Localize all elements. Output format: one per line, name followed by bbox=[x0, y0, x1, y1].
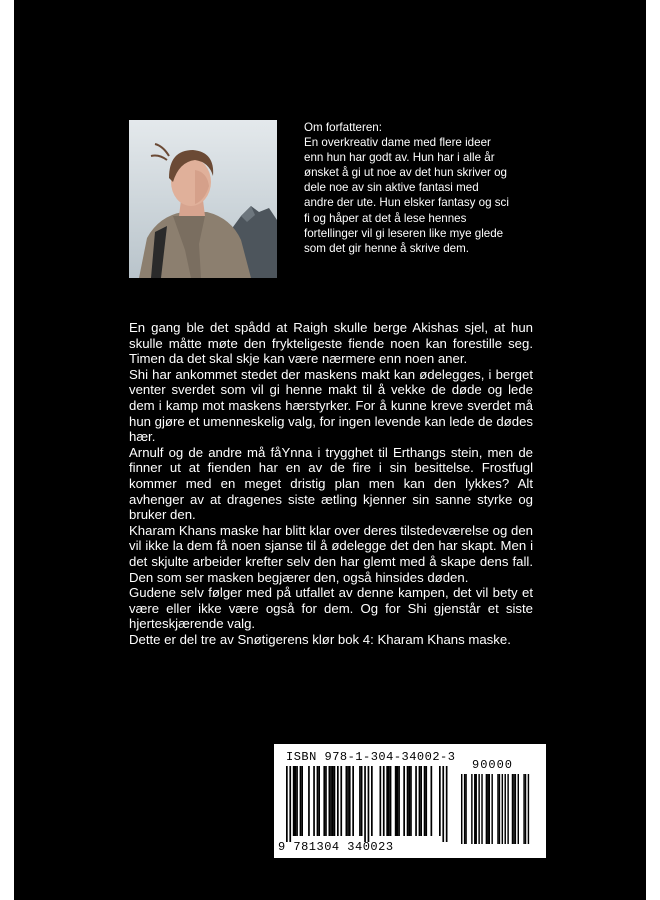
barcode-bar bbox=[323, 766, 325, 836]
isbn-barcode bbox=[274, 744, 546, 858]
addon-bars bbox=[461, 774, 537, 844]
barcode-bar bbox=[388, 766, 390, 836]
barcode-bar bbox=[346, 766, 348, 836]
barcode-bar bbox=[446, 766, 448, 842]
barcode-bar bbox=[512, 774, 513, 844]
barcode-bar bbox=[505, 774, 506, 844]
bio-line: dele noe av sin aktive fantasi med bbox=[304, 181, 479, 195]
barcode-bar bbox=[415, 766, 417, 836]
barcode-bar bbox=[398, 766, 400, 836]
barcode-bar bbox=[300, 766, 302, 836]
book-blurb bbox=[129, 320, 533, 647]
barcode-bar bbox=[408, 766, 410, 836]
barcode-bar bbox=[407, 766, 409, 836]
barcode-bar bbox=[361, 766, 363, 836]
ean-bars bbox=[286, 766, 458, 842]
barcode-bar bbox=[442, 766, 444, 842]
isbn-label: ISBN 978-1-304-34002-3 bbox=[286, 750, 456, 764]
barcode-bar bbox=[507, 774, 508, 844]
barcode-bar bbox=[518, 774, 519, 844]
barcode-bar bbox=[364, 766, 366, 842]
barcode-bar bbox=[295, 766, 297, 836]
blurb-paragraph: Shi har ankommet stedet der maskens makt kan ødelegges, i berget venter sverdet som vil gi henne makt til å vekke de døde og lede dem i kamp mot maskens hærstyrker. For å kunne kreve sverdet må hun gjøre et umenneskelig valg, for ingen levende kan lede de dødes hær. bbox=[129, 366, 533, 445]
barcode-bar bbox=[513, 774, 514, 844]
barcode-bar bbox=[349, 766, 351, 836]
barcode-bar bbox=[318, 766, 320, 836]
barcode-bar bbox=[289, 766, 291, 842]
barcode-bar bbox=[334, 766, 336, 836]
barcode-bar bbox=[489, 774, 490, 844]
barcode-bar bbox=[431, 766, 433, 836]
bio-line: En overkreativ dame med flere ideer bbox=[304, 136, 491, 150]
barcode-bar bbox=[420, 766, 422, 836]
barcode-bar bbox=[474, 774, 475, 844]
barcode-bar bbox=[523, 774, 524, 844]
back-cover bbox=[14, 0, 646, 900]
price-code: 90000 bbox=[472, 758, 514, 772]
barcode-bar bbox=[395, 766, 397, 836]
barcode-bar bbox=[515, 774, 516, 844]
barcode-bar bbox=[497, 774, 498, 844]
barcode-bar bbox=[403, 766, 405, 836]
barcode-bar bbox=[296, 766, 298, 836]
barcode-bar bbox=[386, 766, 388, 836]
bio-line: Om forfatteren: bbox=[304, 121, 382, 134]
barcode-bar bbox=[439, 766, 441, 836]
barcode-bar bbox=[425, 766, 427, 836]
barcode-bar bbox=[486, 774, 487, 844]
barcode-bar bbox=[325, 766, 327, 836]
author-photo bbox=[129, 120, 277, 278]
barcode-bar bbox=[481, 774, 482, 844]
barcode-bar bbox=[340, 766, 342, 836]
barcode-bar bbox=[286, 766, 288, 842]
blurb-paragraph: Gudene selv følger med på utfallet av denne kampen, det vil bety et være eller ikke være også for dem. Og for Shi gjenstår et siste hjerteskjærende valg. bbox=[129, 585, 533, 632]
bio-line: fortellinger vil gi leseren like mye glede bbox=[304, 226, 504, 240]
barcode-bar bbox=[352, 766, 354, 836]
barcode-bar bbox=[330, 766, 332, 836]
barcode-bar bbox=[301, 766, 303, 836]
barcode-bar bbox=[313, 766, 315, 836]
barcode-bar bbox=[390, 766, 392, 836]
barcode-bar bbox=[308, 766, 310, 836]
barcode-bar bbox=[317, 766, 319, 836]
barcode-bar bbox=[383, 766, 385, 836]
barcode-bar bbox=[502, 774, 503, 844]
barcode-bar bbox=[293, 766, 295, 836]
blurb-paragraph: Dette er del tre av Snøtigerens klør bok 4: Kharam Khans maske. bbox=[129, 631, 511, 647]
barcode-bar bbox=[499, 774, 500, 844]
bio-line: enn hun har godt av. Hun har i alle år bbox=[304, 151, 495, 165]
barcode-bar bbox=[419, 766, 421, 836]
bio-line: andre der ute. Hun elsker fantasy og sci bbox=[304, 196, 509, 210]
barcode-bar bbox=[424, 766, 426, 836]
barcode-bar bbox=[397, 766, 399, 836]
blurb-paragraph: Arnulf og de andre må fåYnna i trygghet til Erthangs stein, men de finner ut at fienden har en av de fire i sin besittelse. Frostfugl kommer med en meget dristig plan men kan den lykkes? Alt avhenger av at dragenes siste ætling kjenner sin sanne styrke og bruker den. bbox=[129, 444, 533, 523]
barcode-bar bbox=[491, 774, 492, 844]
barcode-bar bbox=[359, 766, 361, 836]
barcode-bar bbox=[380, 766, 382, 836]
barcode-bar bbox=[337, 766, 339, 836]
barcode-bar bbox=[465, 774, 466, 844]
blurb-paragraph: Kharam Khans maske har blitt klar over deres tilstedeværelse og den vil ikke la dem få noen sjanse til å ødelegge det den har skapt. Men i det skjulte arbeider krefter selv den har glemt med å skape dens fall. Den som ser masken begjærer den, også hinsides døden. bbox=[129, 522, 533, 585]
barcode-bar bbox=[471, 774, 472, 844]
barcode-bar bbox=[368, 766, 370, 842]
barcode-bar bbox=[332, 766, 334, 836]
barcode-bar bbox=[371, 766, 373, 836]
barcode-bar bbox=[476, 774, 477, 844]
barcode-bar bbox=[329, 766, 331, 836]
bio-line: ønsket å gi ut noe av det hun skriver og bbox=[304, 166, 508, 180]
ean-number: 9 781304 340023 bbox=[278, 840, 394, 854]
bio-line: fi og håper at det å lese hennes bbox=[304, 211, 467, 225]
barcode-bar bbox=[347, 766, 349, 836]
barcode-bar bbox=[528, 774, 529, 844]
barcode-bar bbox=[464, 774, 465, 844]
barcode-bar bbox=[478, 774, 479, 844]
barcode-bar bbox=[525, 774, 526, 844]
barcode-bar bbox=[487, 774, 488, 844]
barcode-bar bbox=[461, 774, 462, 844]
barcode-bar bbox=[410, 766, 412, 836]
blurb-paragraph: En gang ble det spådd at Raigh skulle berge Akishas sjel, at hun skulle måtte møte den frykteligeste fiende noen kan forestille seg. Timen da det skal skje kan være nærmere enn noen aner. bbox=[129, 320, 533, 367]
bio-line: som det gir henne å skrive dem. bbox=[304, 241, 469, 255]
author-bio bbox=[304, 120, 529, 256]
